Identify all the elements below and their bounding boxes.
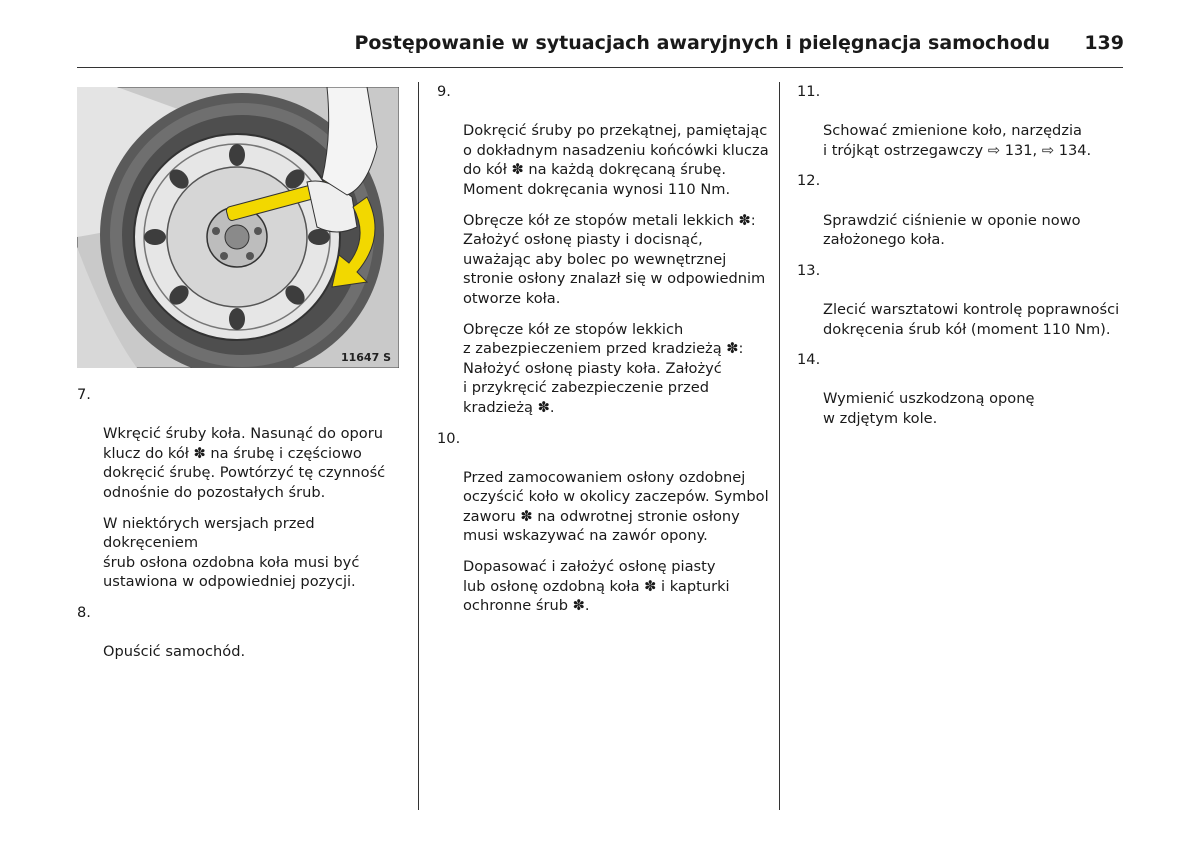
figure-code: 11647 S [340, 351, 391, 364]
page-title: Postępowanie w sytuacjach awaryjnych i pielęgnacja samochodu [354, 32, 1050, 54]
step-number: 11. [797, 83, 821, 100]
step-9-light-alloy: Obręcze kół ze stopów metali lekkich ✽: Założyć osłonę piasty i docisnąć, uważając aby bolec po wewnętrznej stronie osłony znalazł się w odpowiednim otworze koła. [463, 211, 766, 307]
column-divider [418, 82, 419, 810]
wheel-illustration-drawing [77, 87, 399, 368]
step-number: 14. [797, 351, 821, 369]
step-text: Sprawdzić ciśnienie w oponie nowo założonego koła. [823, 211, 1081, 249]
step-10-fit-cover: Dopasować i założyć osłonę piasty lub osłonę ozdobną koła ✽ i kapturki ochronne śrub ✽. [463, 558, 730, 615]
step-number: 8. [77, 603, 91, 621]
step-12 [797, 171, 1127, 249]
step-9 [437, 82, 769, 200]
column-left [77, 385, 407, 673]
wheel-illustration [77, 87, 399, 368]
column-divider [779, 82, 780, 810]
step-7-note: W niektórych wersjach przed dokręceniem śrub osłona ozdobna koła musi być ustawiona w odpowiedniej pozycji. [103, 514, 360, 591]
step-text: Zlecić warsztatowi kontrolę poprawności dokręcenia śrub kół (moment 110 Nm). [823, 300, 1120, 338]
step-number: 10. [437, 429, 461, 447]
step-10 [437, 429, 769, 547]
step-text: Schować zmienione koło, narzędzia i trójkąt ostrzegawczy ⇨ 131, ⇨ 134. [823, 122, 1092, 159]
step-text: Opuścić samochód. [103, 643, 246, 661]
header-rule [77, 67, 1123, 68]
page-number: 139 [1084, 32, 1124, 54]
step-number: 13. [797, 261, 821, 279]
column-right [797, 82, 1127, 440]
step-11 [797, 82, 1127, 160]
step-text: Przed zamocowaniem osłony ozdobnej oczyścić koło w okolicy zaczepów. Symbol zaworu ✽ na odwrotnej stronie osłony musi wskazywać na zawór opony. [463, 468, 769, 545]
step-7 [77, 385, 407, 503]
step-text: Wymienić uszkodzoną oponę w zdjętym kole. [823, 390, 1035, 427]
step-13 [797, 261, 1127, 339]
step-14 [797, 350, 1127, 428]
step-number: 9. [437, 83, 451, 100]
step-number: 12. [797, 172, 821, 190]
step-9-anti-theft: Obręcze kół ze stopów lekkich z zabezpieczeniem przed kradzieżą ✽: Nałożyć osłonę piasty koła. Założyć i przykręcić zabezpieczenie przed kradzieżą ✽. [463, 320, 744, 416]
step-text: Wkręcić śruby koła. Nasunąć do oporu klucz do kół ✽ na śrubę i częściowo dokręcić śrubę. Powtórzyć tę czynność odnośnie do pozostałych śrub. [103, 425, 386, 501]
step-text: Dokręcić śruby po przekątnej, pamiętając o dokładnym nasadzeniu końcówki klucza do kół ✽ na każdą dokręcaną śrubę. Moment dokręcania wynosi 110 Nm. [463, 122, 769, 198]
step-number: 7. [77, 386, 91, 403]
column-middle [437, 82, 769, 627]
step-8 [77, 603, 407, 662]
